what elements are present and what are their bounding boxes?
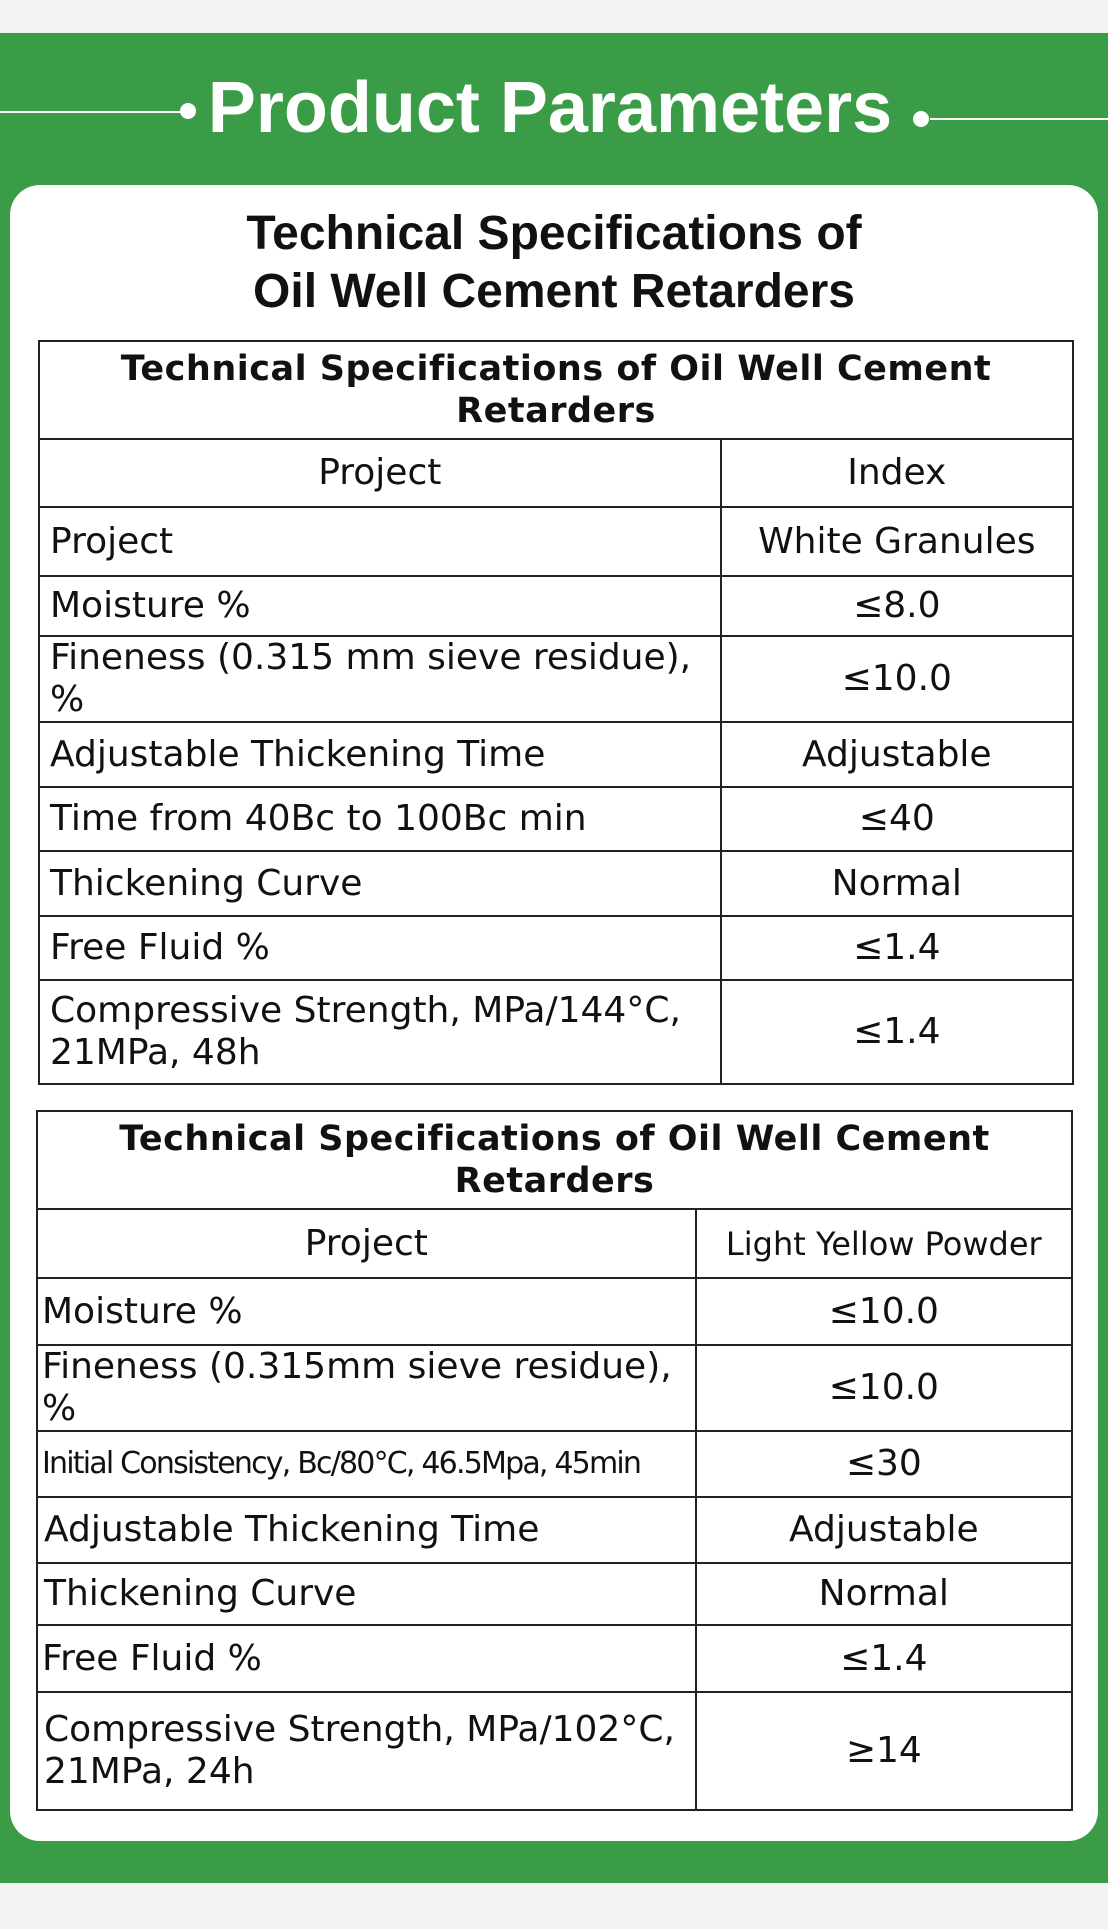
table-row bbox=[37, 1692, 1072, 1810]
table-row bbox=[37, 1563, 1072, 1625]
spec-card bbox=[10, 185, 1098, 1841]
table-cell-label: Thickening Curve bbox=[39, 851, 721, 916]
spec-table-light-yellow-powder bbox=[36, 1110, 1073, 1811]
table-row bbox=[39, 916, 1073, 980]
table-title: Technical Specifications of Oil Well Cement Retarders bbox=[37, 1111, 1072, 1209]
table-header-index: Index bbox=[721, 439, 1073, 507]
table-cell-value: ≤1.4 bbox=[721, 980, 1073, 1084]
table-cell-label-line-2: 21MPa, 24h bbox=[44, 1751, 255, 1792]
card-title-line-1: Technical Specifications of bbox=[246, 207, 862, 260]
table-cell-label: Adjustable Thickening Time bbox=[37, 1497, 696, 1563]
table-cell-value: Adjustable bbox=[696, 1497, 1072, 1563]
table-cell-value: ≤40 bbox=[721, 787, 1073, 851]
table-cell-label-line-1: Compressive Strength, MPa/102°C, bbox=[44, 1709, 675, 1750]
table-cell-label: Fineness (0.315mm sieve residue), % bbox=[37, 1345, 696, 1431]
card-title-line-2: Oil Well Cement Retarders bbox=[253, 265, 855, 318]
table-row bbox=[39, 787, 1073, 851]
table-cell-value: ≤10.0 bbox=[696, 1345, 1072, 1431]
table-cell-label: Moisture % bbox=[39, 576, 721, 636]
table-row bbox=[39, 722, 1073, 787]
table-cell-label bbox=[39, 980, 721, 1084]
table-header-project: Project bbox=[39, 439, 721, 507]
table-cell-value: ≤1.4 bbox=[721, 916, 1073, 980]
table-row bbox=[37, 1278, 1072, 1345]
table-cell-label: Initial Consistency, Bc/80°C, 46.5Mpa, 45min bbox=[37, 1431, 696, 1497]
table-cell-value: ≤30 bbox=[696, 1431, 1072, 1497]
table-cell-value: ≤10.0 bbox=[721, 636, 1073, 722]
table-cell-label: Project bbox=[39, 507, 721, 576]
table-row bbox=[39, 980, 1073, 1084]
table-row bbox=[37, 1497, 1072, 1563]
table-row bbox=[37, 1431, 1072, 1497]
table-cell-value: ≤8.0 bbox=[721, 576, 1073, 636]
table-cell-label: Moisture % bbox=[37, 1278, 696, 1345]
table-cell-label: Free Fluid % bbox=[37, 1625, 696, 1692]
page-title: Product Parameters bbox=[207, 68, 893, 148]
table-title: Technical Specifications of Oil Well Cement Retarders bbox=[39, 341, 1073, 439]
table-row bbox=[39, 636, 1073, 722]
table-row bbox=[37, 1625, 1072, 1692]
table-cell-label: Adjustable Thickening Time bbox=[39, 722, 721, 787]
table-cell-label: Thickening Curve bbox=[37, 1563, 696, 1625]
header-decor-dot-left bbox=[180, 103, 196, 119]
spec-table-white-granules bbox=[38, 340, 1074, 1085]
table-cell-label-line-2: 21MPa, 48h bbox=[50, 1032, 261, 1073]
table-cell-value: ≤1.4 bbox=[696, 1625, 1072, 1692]
header-decor-dot-right bbox=[913, 111, 929, 127]
table-cell-label: Fineness (0.315 mm sieve residue), % bbox=[39, 636, 721, 722]
table-row bbox=[39, 576, 1073, 636]
table-cell-value: White Granules bbox=[721, 507, 1073, 576]
table-cell-label bbox=[37, 1692, 696, 1810]
table-cell-value: Normal bbox=[696, 1563, 1072, 1625]
table-row bbox=[39, 851, 1073, 916]
table-cell-value: Normal bbox=[721, 851, 1073, 916]
header-decor-line-right bbox=[930, 118, 1108, 120]
table-row bbox=[37, 1345, 1072, 1431]
table-cell-label: Free Fluid % bbox=[39, 916, 721, 980]
table-cell-label: Time from 40Bc to 100Bc min bbox=[39, 787, 721, 851]
table-cell-value: Adjustable bbox=[721, 722, 1073, 787]
table-row bbox=[39, 507, 1073, 576]
table-cell-value: ≥14 bbox=[696, 1692, 1072, 1810]
card-title bbox=[10, 205, 1098, 321]
table-cell-value: ≤10.0 bbox=[696, 1278, 1072, 1345]
table-header-project: Project bbox=[37, 1209, 696, 1278]
table-cell-label-line-1: Compressive Strength, MPa/144°C, bbox=[50, 990, 681, 1031]
header-decor-line-left bbox=[0, 111, 182, 113]
table-header-light-yellow-powder: Light Yellow Powder bbox=[696, 1209, 1072, 1278]
